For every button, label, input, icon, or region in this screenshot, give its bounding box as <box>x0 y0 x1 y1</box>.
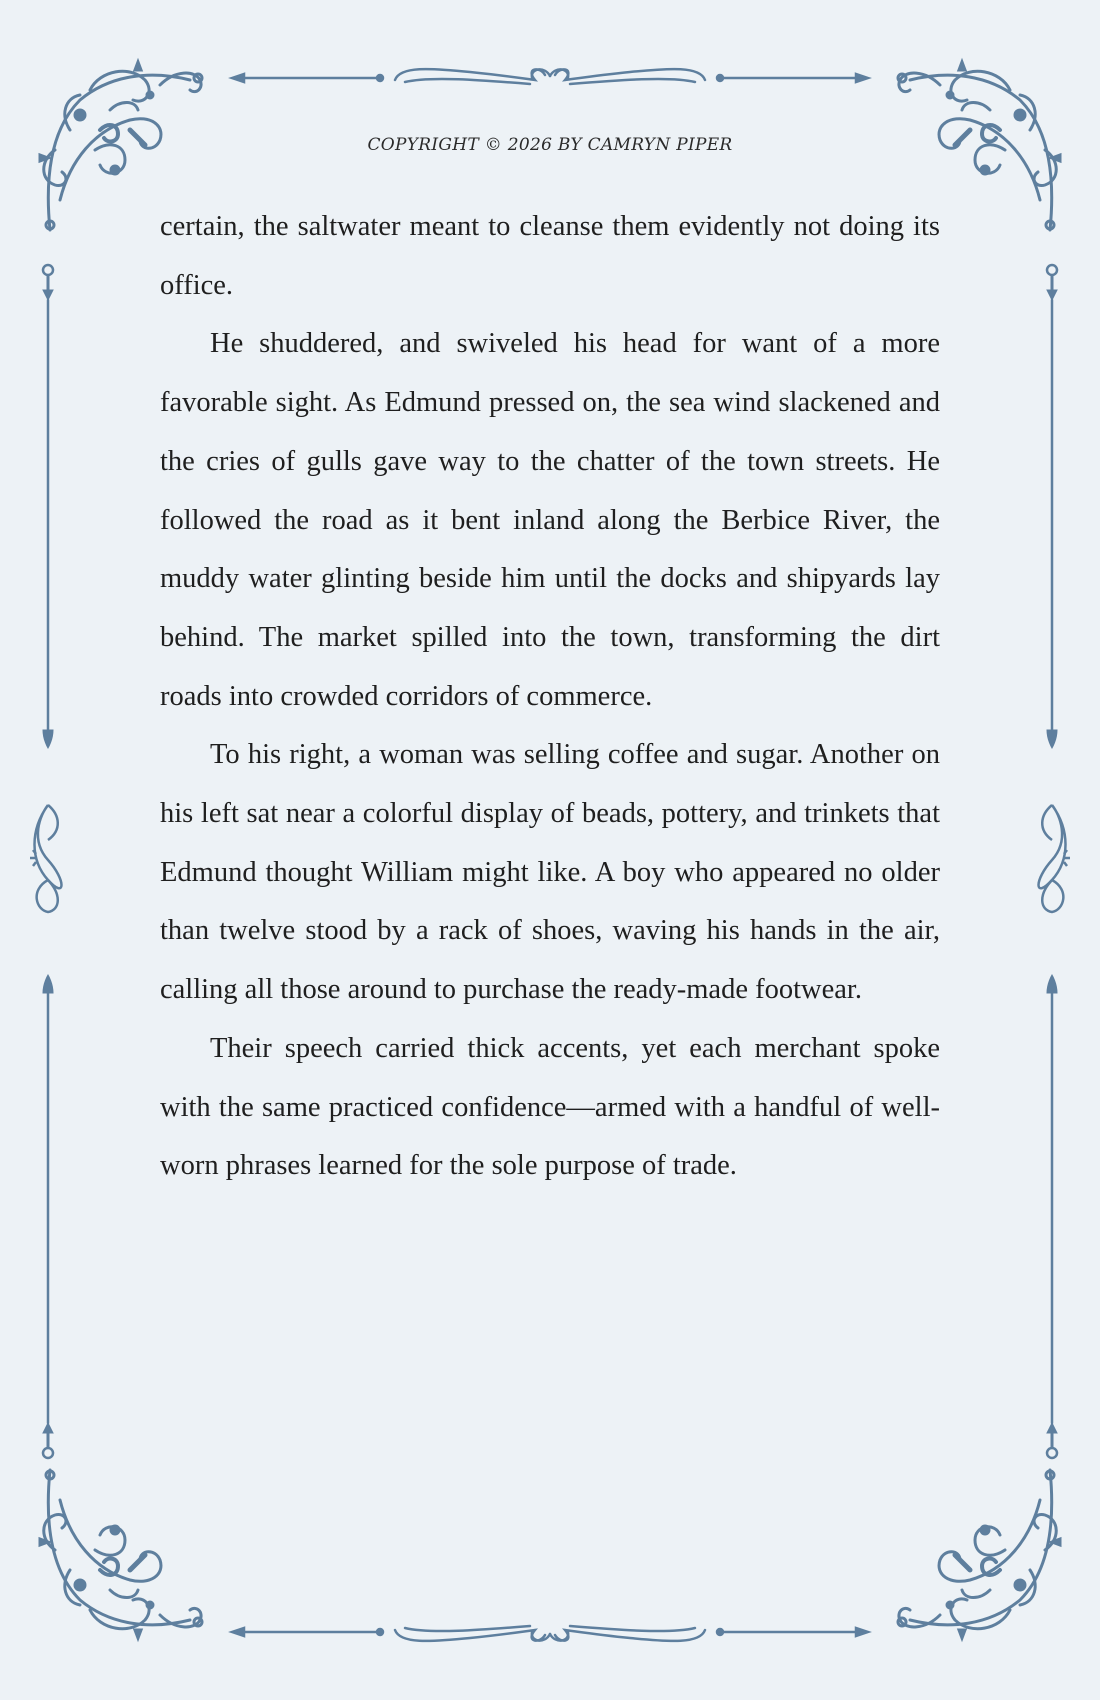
copyright-header: COPYRIGHT © 2026 BY CAMRYN PIPER <box>367 135 733 155</box>
right-rail-upper <box>1047 265 1057 748</box>
corner-ornament-bottom-right <box>898 1470 1060 1638</box>
bottom-flourish-left <box>232 1626 568 1641</box>
corner-ornament-bottom-left <box>40 1470 202 1638</box>
left-rail-lower <box>43 975 53 1458</box>
top-flourish-left <box>232 69 568 84</box>
bottom-flourish-right <box>532 1626 868 1641</box>
right-rail-lower <box>1047 975 1057 1458</box>
paragraph-4: Their speech carried thick accents, yet each merchant spoke with the same practiced confidence—armed with a handful of well-worn phrases learned for the sole purpose of trade. <box>160 1032 940 1182</box>
left-rail-upper <box>43 265 53 748</box>
chapter-body <box>160 198 940 1196</box>
paragraph-2: He shuddered, and swiveled his head for want of a more favorable sight. As Edmund pressed on, the sea wind slackened and the cries of gulls gave way to the chatter of the town streets. He followed the road as it bent inland along the Berbice River, the muddy water glinting beside him until the docks and shipyards lay behind. The market spilled into the town, transforming the dirt roads into crowded corridors of commerce. <box>160 328 940 712</box>
paragraph-1: certain, the saltwater meant to cleanse them evidently not doing its office. <box>160 211 940 301</box>
left-mid-loop <box>30 805 62 912</box>
right-mid-loop <box>1039 805 1071 912</box>
paragraph-3: To his right, a woman was selling coffee and sugar. Another on his left sat near a colorful display of beads, pottery, and trinkets that Edmund thought William might like. A boy who appeared no older than twelve stood by a rack of shoes, waving his hands in the air, calling all those around to purchase the ready-made footwear. <box>160 739 940 1006</box>
top-flourish-right <box>532 69 868 84</box>
